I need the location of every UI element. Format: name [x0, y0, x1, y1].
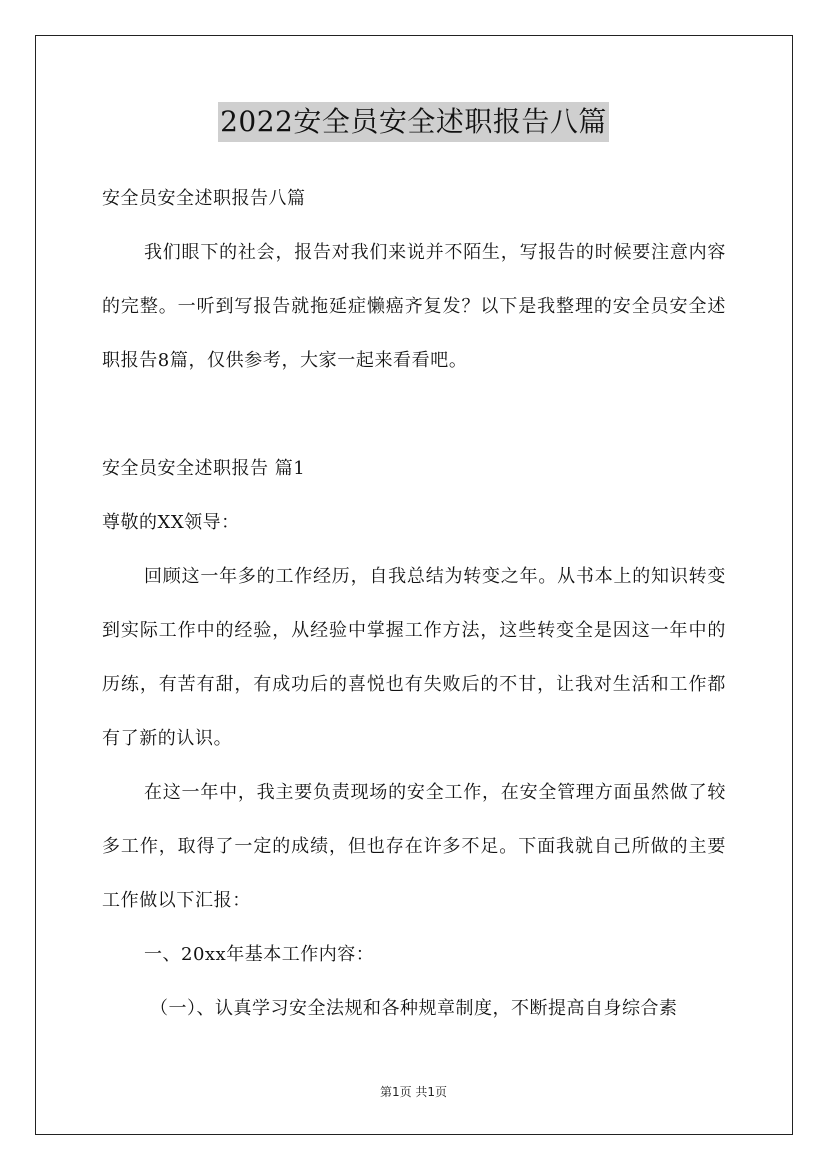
title-container [0, 102, 827, 142]
intro-paragraph: 我们眼下的社会，报告对我们来说并不陌生，写报告的时候要注意内容的完整。一听到写报告就拖延症懒癌齐复发？以下是我整理的安全员安全述职报告8篇，仅供参考，大家一起来看看吧。 [102, 242, 726, 371]
body-paragraph-2: 在这一年中，我主要负责现场的安全工作，在安全管理方面虽然做了较多工作，取得了一定的成绩，但也存在许多不足。下面我就自己所做的主要工作做以下汇报： [102, 782, 726, 911]
document-title: 2022安全员安全述职报告八篇 [218, 102, 609, 142]
document-subtitle: 安全员安全述职报告八篇 [102, 188, 306, 209]
salutation: 尊敬的XX领导： [102, 512, 240, 533]
item-heading: 一、20xx年基本工作内容： [144, 944, 375, 965]
body-paragraph-1: 回顾这一年多的工作经历，自我总结为转变之年。从书本上的知识转变到实际工作中的经验，从经验中掌握工作方法，这些转变全是因这一年中的历练，有苦有甜，有成功后的喜悦也有失败后的不甘，让我对生活和工作都有了新的认识。 [102, 566, 726, 749]
section-heading: 安全员安全述职报告 篇1 [102, 458, 306, 479]
page-footer: 第1页 共1页 [379, 1085, 448, 1099]
document-body [102, 172, 726, 1036]
spacer [102, 388, 726, 442]
item-1: （一）、认真学习安全法规和各种规章制度，不断提高自身综合素 [150, 998, 678, 1019]
